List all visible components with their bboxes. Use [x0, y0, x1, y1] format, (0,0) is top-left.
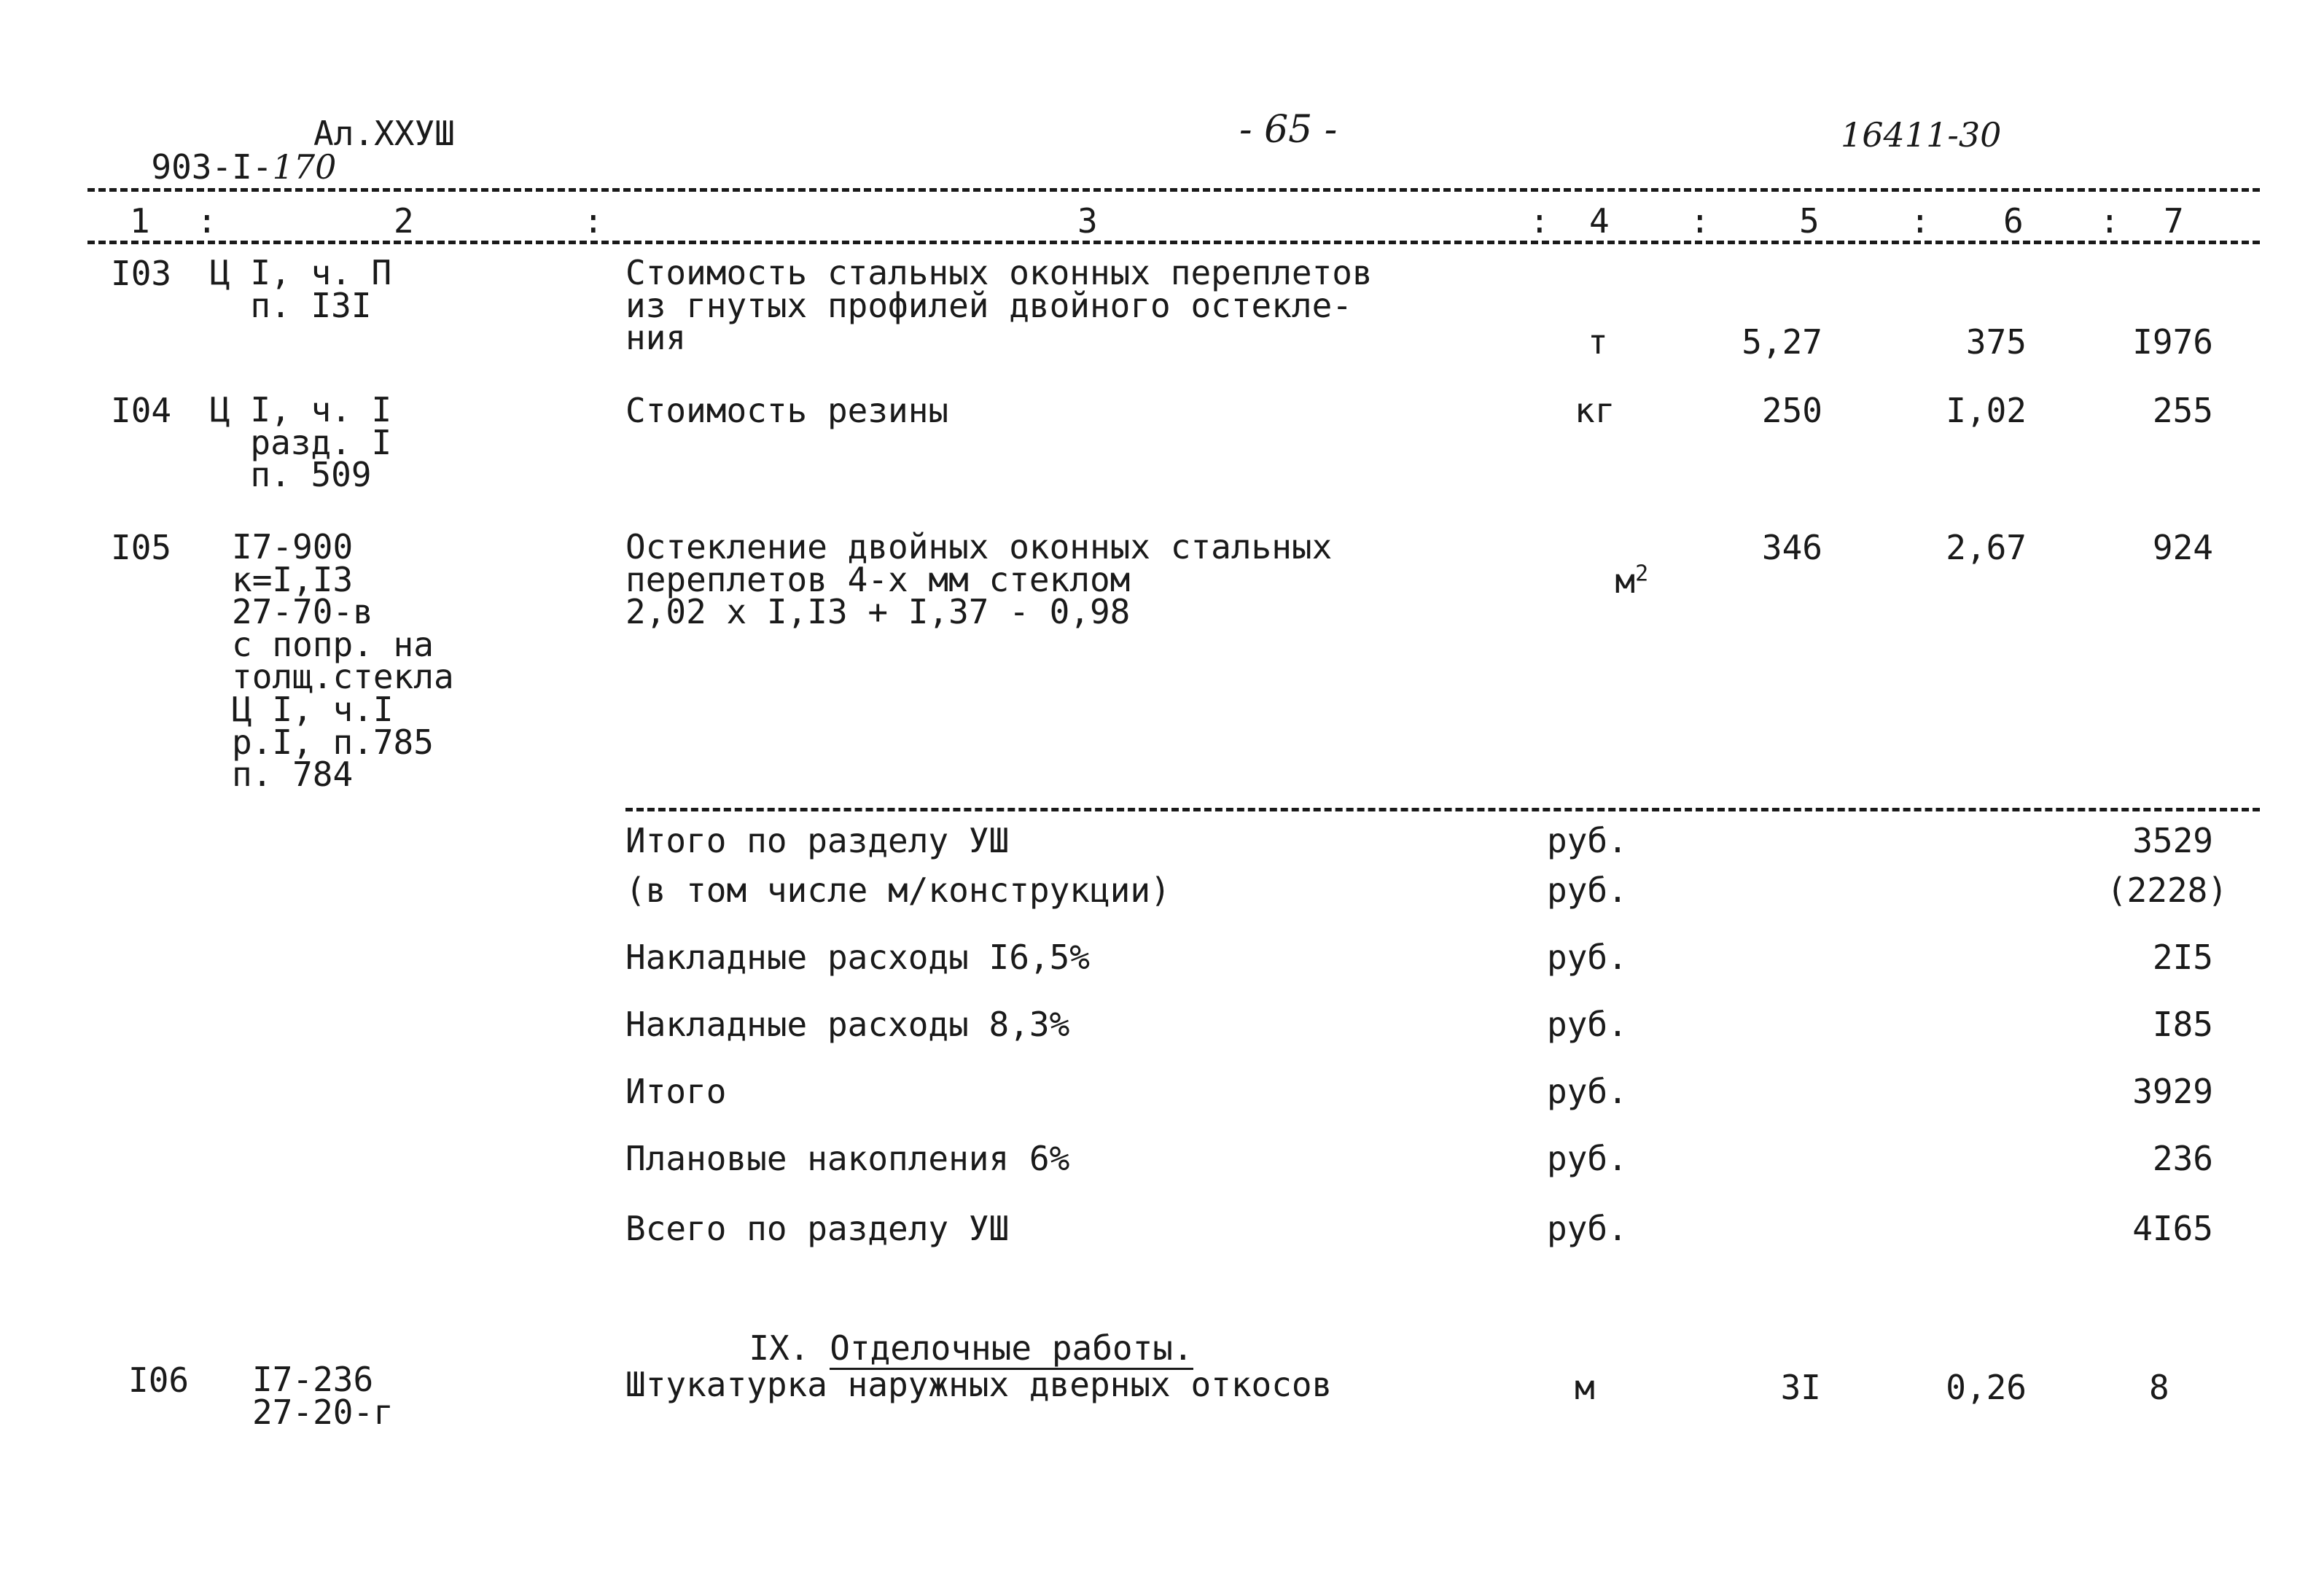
row-106-price: 0,26 — [1946, 1368, 2027, 1407]
row-105-qty: 346 — [1761, 528, 1822, 567]
col-num-4: 4 — [1589, 201, 1610, 241]
col-num-6: 6 — [2003, 201, 2024, 241]
row-106-ref: I7-236 27-20-г — [252, 1360, 394, 1432]
section-heading — [709, 1298, 1193, 1368]
row-103-price: 375 — [1965, 322, 2027, 362]
summary-total-1: 3529 — [2132, 821, 2213, 860]
summary-label-1: Итого по разделу УШ — [625, 821, 1010, 860]
row-106-desc: Штукатурка наружных дверных откосов — [625, 1365, 1333, 1404]
col-sep-4: : — [1690, 201, 1710, 241]
row-104-num: I04 — [111, 391, 172, 430]
summary-unit-5: руб. — [1547, 1072, 1628, 1111]
summary-total-7: 4I65 — [2132, 1209, 2213, 1248]
summary-unit-7: руб. — [1547, 1209, 1628, 1248]
row-105-unit-sup: 2 — [1635, 561, 1649, 587]
summary-total-2: (2228) — [2106, 871, 2228, 910]
col-sep-2: : — [583, 201, 604, 241]
col-sep-5: : — [1910, 201, 1930, 241]
summary-label-6: Плановые накопления 6% — [625, 1139, 1070, 1178]
top-rule — [87, 188, 2260, 192]
row-104-unit: кг — [1575, 391, 1615, 430]
summary-label-3: Накладные расходы I6,5% — [625, 938, 1090, 977]
row-104-price: I,02 — [1946, 391, 2027, 430]
doc-code-handwritten: 170 — [272, 147, 337, 187]
row-104-ref: Ц I, ч. I разд. I п. 509 — [210, 390, 392, 495]
col-sep-1: : — [197, 201, 217, 241]
row-103-desc: Стоимость стальных оконных переплетов из гнутых профилей двойного остекле- ния — [625, 253, 1373, 358]
row-104-desc: Стоимость резины — [625, 391, 949, 430]
row-103-total: I976 — [2132, 322, 2213, 362]
col-num-3: 3 — [1077, 201, 1098, 241]
row-106-unit: м — [1575, 1368, 1595, 1407]
summary-rule — [625, 808, 2260, 811]
row-106-total: 8 — [2149, 1368, 2169, 1407]
summary-unit-2: руб. — [1547, 871, 1628, 910]
row-104-qty: 250 — [1761, 391, 1822, 430]
summary-unit-3: руб. — [1547, 938, 1628, 977]
row-103-num: I03 — [111, 254, 172, 293]
doc-code-prefix: 903-I- — [151, 147, 273, 187]
column-header-rule — [87, 241, 2260, 244]
summary-total-3: 2I5 — [2152, 938, 2213, 977]
row-105-unit-base: м — [1615, 561, 1636, 601]
section-title: Отделочные работы. — [830, 1328, 1193, 1370]
col-num-1: 1 — [130, 201, 150, 241]
summary-unit-6: руб. — [1547, 1139, 1628, 1178]
col-num-7: 7 — [2164, 201, 2184, 241]
summary-label-7: Всего по разделу УШ — [625, 1209, 1010, 1248]
row-105-price: 2,67 — [1946, 528, 2027, 567]
row-105-ref: I7-900 к=I,I3 27-70-в с попр. на толщ.стекла Ц I, ч.I р.I, п.785 п. 784 — [232, 527, 454, 795]
row-103-ref: Ц I, ч. П п. I3I — [210, 253, 392, 325]
doc-code — [111, 117, 337, 187]
col-num-2: 2 — [394, 201, 414, 241]
summary-unit-1: руб. — [1547, 821, 1628, 860]
row-105-total: 924 — [2152, 528, 2213, 567]
summary-label-4: Накладные расходы 8,3% — [625, 1005, 1070, 1044]
row-104-total: 255 — [2152, 391, 2213, 430]
col-sep-3: : — [1529, 201, 1550, 241]
summary-label-5: Итого — [625, 1072, 727, 1111]
row-105-desc: Остекление двойных оконных стальных переплетов 4-х мм стеклом 2,02 х I,I3 + I,37 - 0,98 — [625, 527, 1333, 632]
row-105-num: I05 — [111, 528, 172, 567]
page-number: - 65 - — [1239, 108, 1338, 152]
summary-total-6: 236 — [2152, 1139, 2213, 1178]
summary-total-4: I85 — [2152, 1005, 2213, 1044]
row-103-unit: т — [1588, 322, 1608, 362]
row-106-qty: 3I — [1780, 1368, 1821, 1407]
col-num-5: 5 — [1799, 201, 1820, 241]
summary-total-5: 3929 — [2132, 1072, 2213, 1111]
summary-unit-4: руб. — [1547, 1005, 1628, 1044]
section-number: IX. — [749, 1328, 810, 1368]
col-sep-6: : — [2099, 201, 2120, 241]
row-105-unit — [1575, 531, 1649, 601]
row-106-num: I06 — [128, 1360, 190, 1400]
handwritten-ref: 16411-30 — [1841, 115, 2002, 155]
album-label: Ал.XXУШ — [313, 114, 455, 153]
summary-label-2: (в том числе м/конструкции) — [625, 871, 1171, 910]
row-103-qty: 5,27 — [1742, 322, 1822, 362]
